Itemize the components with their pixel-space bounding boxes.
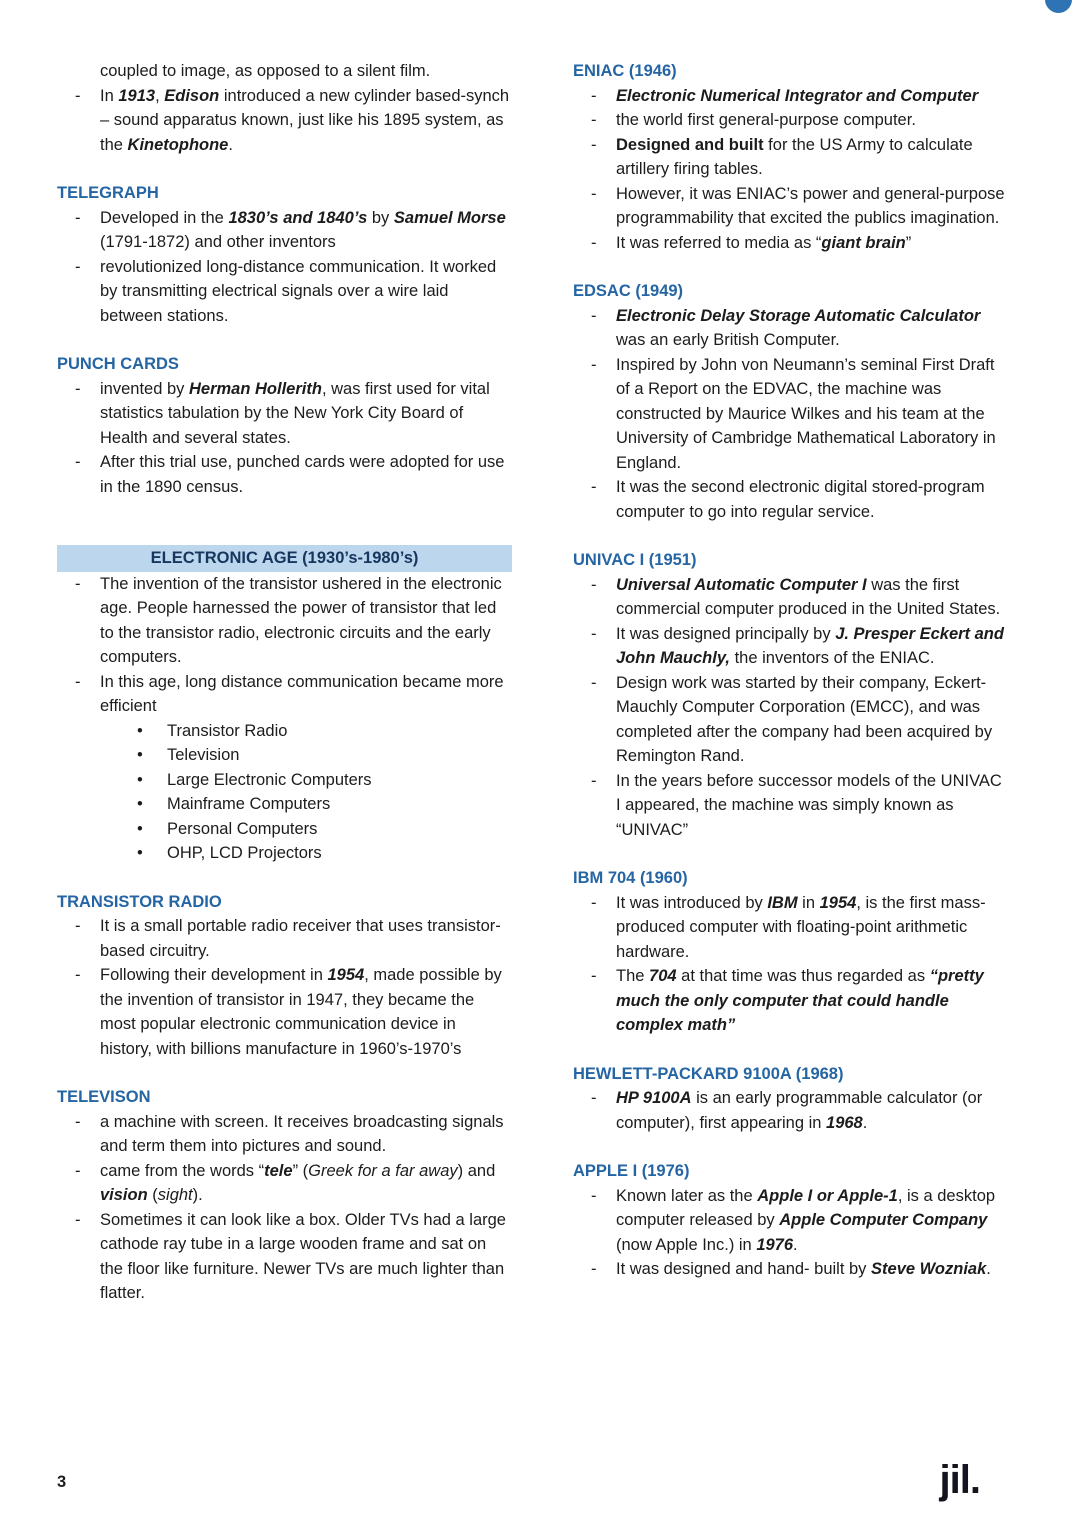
list-marker: -	[591, 1186, 597, 1205]
text-run: OHP, LCD Projectors	[167, 844, 322, 862]
document-body	[57, 59, 1010, 1306]
bullet-item	[57, 841, 512, 866]
list-marker: •	[137, 770, 143, 789]
section-heading: PUNCH CARDS	[57, 355, 179, 373]
text-run: Inspired by John von Neumann’s seminal First Draft of a Report on the EDVAC, the machine was constructed by Maurice Wilkes and his team at the University of Cambridge Mathematical Laboratory in England.	[616, 355, 996, 472]
list-marker: -	[591, 306, 597, 325]
text-run: .	[793, 1235, 798, 1254]
text-run: After this trial use, punched cards were adopted for use in the 1890 census.	[100, 453, 505, 496]
text-run: Apple Computer Company	[779, 1211, 988, 1229]
text-run: .	[862, 1113, 868, 1132]
text-run: Transistor Radio	[167, 721, 288, 740]
text-run: Design work was started by their company, Eckert-Mauchly Computer Corporation (EMCC), and was completed after the company had been acquired by Remington Rand.	[616, 673, 993, 765]
section-heading: APPLE I (1976)	[573, 1162, 690, 1180]
section-heading: TELEVISON	[57, 1088, 151, 1106]
bullet-list	[57, 719, 512, 866]
dash-list	[57, 914, 512, 1061]
list-marker: -	[591, 624, 597, 643]
dash-item	[573, 891, 1010, 965]
text-run: .	[228, 135, 233, 154]
text-run: ) and	[457, 1161, 496, 1180]
text-run: invented by	[100, 379, 189, 398]
list-marker: -	[591, 967, 597, 985]
text-run: In this age, long distance communication became more efficient	[100, 672, 504, 715]
list-marker: •	[137, 721, 143, 740]
text-run: Samuel Morse	[393, 208, 506, 227]
list-marker: •	[137, 819, 143, 838]
text-run: in	[797, 893, 820, 912]
list-marker: -	[75, 208, 81, 227]
dash-item	[573, 1257, 1010, 1282]
dash-list	[57, 206, 512, 329]
text-run: coupled to image, as opposed to a silent film.	[100, 62, 431, 80]
dash-item	[573, 304, 1010, 353]
text-run: It was designed and hand- built by	[616, 1260, 872, 1278]
bullet-item	[57, 817, 512, 842]
dash-item	[57, 1110, 512, 1159]
page-number: 3	[57, 1473, 67, 1491]
text-run: Television	[167, 746, 240, 764]
text-run: was the first commercial computer produced in the United States.	[616, 575, 1001, 618]
list-marker: -	[75, 1210, 81, 1229]
section-heading: TELEGRAPH	[57, 184, 159, 202]
dash-item	[573, 182, 1010, 231]
text-run: Electronic Numerical Integrator and Computer	[616, 86, 979, 105]
text-run: It was designed principally by	[616, 624, 836, 643]
text-run: HP 9100A	[616, 1089, 692, 1107]
text-run: ”	[905, 233, 912, 252]
list-marker: -	[591, 673, 597, 692]
text-run: Apple I or Apple-1	[757, 1186, 898, 1205]
text-run: at that time was thus regarded as	[676, 967, 930, 985]
list-marker: -	[75, 257, 81, 276]
text-run: ).	[192, 1186, 203, 1204]
list-marker: -	[591, 233, 597, 252]
dash-item	[573, 108, 1010, 133]
section-heading: EDSAC (1949)	[573, 282, 684, 300]
list-marker: -	[75, 379, 81, 398]
list-marker: -	[75, 574, 81, 593]
text-run: 1976	[756, 1235, 794, 1254]
text-run: for the US Army to calculate artillery firing tables.	[616, 135, 973, 178]
section-heading: UNIVAC I (1951)	[573, 551, 697, 569]
text-run: 1913	[118, 86, 156, 105]
text-run: The invention of the transistor ushered in the electronic age. People harnessed the power of transistor that led to the transistor radio, electronic circuits and the early computers.	[100, 574, 502, 666]
text-run: It was referred to media as “	[616, 233, 822, 252]
list-marker: -	[591, 1089, 597, 1107]
dash-item	[573, 769, 1010, 843]
text-run: , was first used for vital statistics tabulation by the New York City Board of Health and several states.	[100, 379, 490, 447]
dash-list	[57, 377, 512, 500]
dash-item	[57, 1208, 512, 1306]
list-marker: -	[591, 893, 597, 912]
text-run: In the years before successor models of the UNIVAC I appeared, the machine was simply known as “UNIVAC”	[616, 771, 1002, 839]
dash-list	[57, 572, 512, 719]
right-column	[573, 59, 1010, 1306]
brand-logo: jil.	[939, 1458, 980, 1502]
text-run: by	[367, 208, 394, 227]
dash-list	[573, 84, 1010, 256]
text-run: Developed in the	[100, 208, 229, 227]
section-banner: ELECTRONIC AGE (1930’s-1980’s)	[57, 545, 512, 572]
text-run: 1968	[826, 1113, 863, 1132]
text-run: IBM	[767, 893, 798, 912]
text-run: vision	[100, 1186, 148, 1204]
list-marker: -	[591, 771, 597, 790]
list-marker: -	[75, 86, 81, 105]
list-marker: •	[137, 746, 143, 764]
text-run: Following their development in	[100, 966, 328, 984]
dash-item	[573, 671, 1010, 769]
text-run: (	[147, 1186, 158, 1204]
list-marker: -	[591, 478, 597, 496]
text-run: , is the first mass- produced computer with floating-point arithmetic hardware.	[616, 893, 986, 961]
text-run: The	[616, 967, 650, 985]
text-run: J. Presper Eckert and John Mauchly,	[616, 624, 1004, 667]
text-run: Herman Hollerith	[188, 379, 322, 398]
text-run: It is a small portable radio receiver that uses transistor- based circuitry.	[100, 917, 501, 960]
text-run: However, it was ENIAC’s power and general-purpose programmability that excited the publics imagination.	[616, 184, 1005, 227]
dash-item	[57, 255, 512, 329]
text-run: “pretty much the only computer that could handle complex math”	[616, 967, 984, 1034]
text-run: (now Apple Inc.) in	[616, 1235, 757, 1254]
dash-item	[57, 670, 512, 719]
bullet-item	[57, 719, 512, 744]
dash-item	[57, 1159, 512, 1208]
dash-item	[573, 573, 1010, 622]
dash-item	[57, 450, 512, 499]
dash-list	[573, 1184, 1010, 1282]
dash-list	[57, 1110, 512, 1306]
list-marker: -	[591, 86, 597, 105]
section-heading: TRANSISTOR RADIO	[57, 892, 222, 911]
dash-list	[573, 1086, 1010, 1135]
list-marker: -	[75, 1161, 81, 1180]
text-run: Electronic Delay Storage Automatic Calculator	[616, 306, 981, 325]
corner-accent-dot	[1045, 0, 1072, 13]
list-marker: -	[591, 111, 597, 129]
text-run: was an early British Computer.	[616, 331, 840, 349]
list-marker: •	[137, 844, 143, 862]
text-run: ” (	[292, 1161, 309, 1180]
text-run: Known later as the	[616, 1186, 758, 1205]
text-run: tele	[264, 1161, 293, 1180]
text-run: 1830’s and 1840’s	[228, 208, 368, 227]
dash-item	[573, 1086, 1010, 1135]
text-run: is an early programmable calculator (or computer), first appearing in	[616, 1089, 983, 1132]
list-marker: -	[75, 672, 81, 691]
text-run: Universal Automatic Computer I	[616, 575, 867, 594]
section-heading: ENIAC (1946)	[573, 62, 677, 80]
text-run: introduced a new cylinder based-synch – sound apparatus known, just like his 1895 system, as the	[100, 86, 510, 154]
text-run: the world first general-purpose computer.	[616, 111, 916, 129]
dash-item	[573, 475, 1010, 524]
dash-item	[573, 622, 1010, 671]
dash-item	[573, 353, 1010, 476]
section-heading: HEWLETT-PACKARD 9100A (1968)	[573, 1064, 844, 1083]
bullet-item	[57, 743, 512, 768]
dash-item	[573, 84, 1010, 109]
text-run: 704	[649, 967, 677, 985]
dash-item	[57, 206, 512, 255]
text-run: Greek for a far away	[308, 1161, 458, 1180]
dash-item	[57, 914, 512, 963]
text-run: , is a desktop computer released by	[616, 1186, 996, 1229]
dash-item	[573, 964, 1010, 1038]
text-run: 1954	[327, 966, 365, 984]
text-run: came from the words “	[100, 1161, 265, 1180]
text-run: ,	[155, 86, 165, 105]
dash-list	[573, 304, 1010, 525]
text-run: the inventors of the ENIAC.	[730, 649, 935, 667]
dash-item	[57, 572, 512, 670]
dash-list	[573, 573, 1010, 843]
list-marker: -	[591, 184, 597, 203]
list-marker: -	[75, 1112, 81, 1131]
text-run: It was introduced by	[616, 893, 768, 912]
text-run: a machine with screen. It receives broadcasting signals and term them into pictures and sound.	[100, 1112, 504, 1155]
list-marker: -	[591, 575, 597, 594]
dash-item	[57, 963, 512, 1061]
text-run: In	[100, 86, 119, 105]
text-run: (1791-1872) and other inventors	[100, 233, 336, 251]
dash-item	[573, 133, 1010, 182]
text-run: sight	[157, 1186, 193, 1204]
list-marker: -	[75, 453, 81, 471]
dash-item	[57, 84, 512, 158]
text-run: Steve Wozniak	[871, 1260, 987, 1278]
text-run: 1954	[819, 893, 857, 912]
text-run: Kinetophone	[127, 135, 229, 154]
left-column	[57, 59, 512, 1306]
dash-list	[573, 891, 1010, 1038]
text-run: , made possible by the invention of transistor in 1947, they became the most popular electronic communication device in history, with billions manufacture in 1960’s-1970’s	[100, 966, 502, 1058]
text-run: revolutionized long-distance communication. It worked by transmitting electrical signals over a wire laid between stations.	[100, 257, 497, 325]
section-heading: IBM 704 (1960)	[573, 869, 688, 887]
text-run: .	[986, 1260, 991, 1278]
dash-item	[57, 59, 512, 84]
text-run: Sometimes it can look like a box. Older TVs had a large cathode ray tube in a large wooden frame and sat on the floor like furniture. Newer TVs are much lighter than flatter.	[100, 1210, 506, 1302]
text-run: Mainframe Computers	[167, 795, 331, 813]
list-marker: •	[137, 795, 143, 813]
list-marker: -	[591, 135, 597, 154]
list-marker: -	[75, 917, 81, 935]
text-run: Edison	[164, 86, 220, 105]
text-run: It was the second electronic digital stored-program computer to go into regular service.	[616, 478, 985, 521]
bullet-item	[57, 768, 512, 793]
text-run: giant brain	[821, 233, 906, 252]
list-marker: -	[75, 966, 81, 984]
dash-item	[57, 377, 512, 451]
dash-item	[573, 1184, 1010, 1258]
list-marker: -	[591, 1260, 597, 1278]
dash-item	[573, 231, 1010, 256]
text-run: Designed and built	[616, 135, 764, 154]
bullet-item	[57, 792, 512, 817]
text-run: Personal Computers	[167, 819, 318, 838]
text-run: Large Electronic Computers	[167, 770, 372, 789]
dash-list	[57, 59, 512, 157]
list-marker: -	[591, 355, 597, 374]
